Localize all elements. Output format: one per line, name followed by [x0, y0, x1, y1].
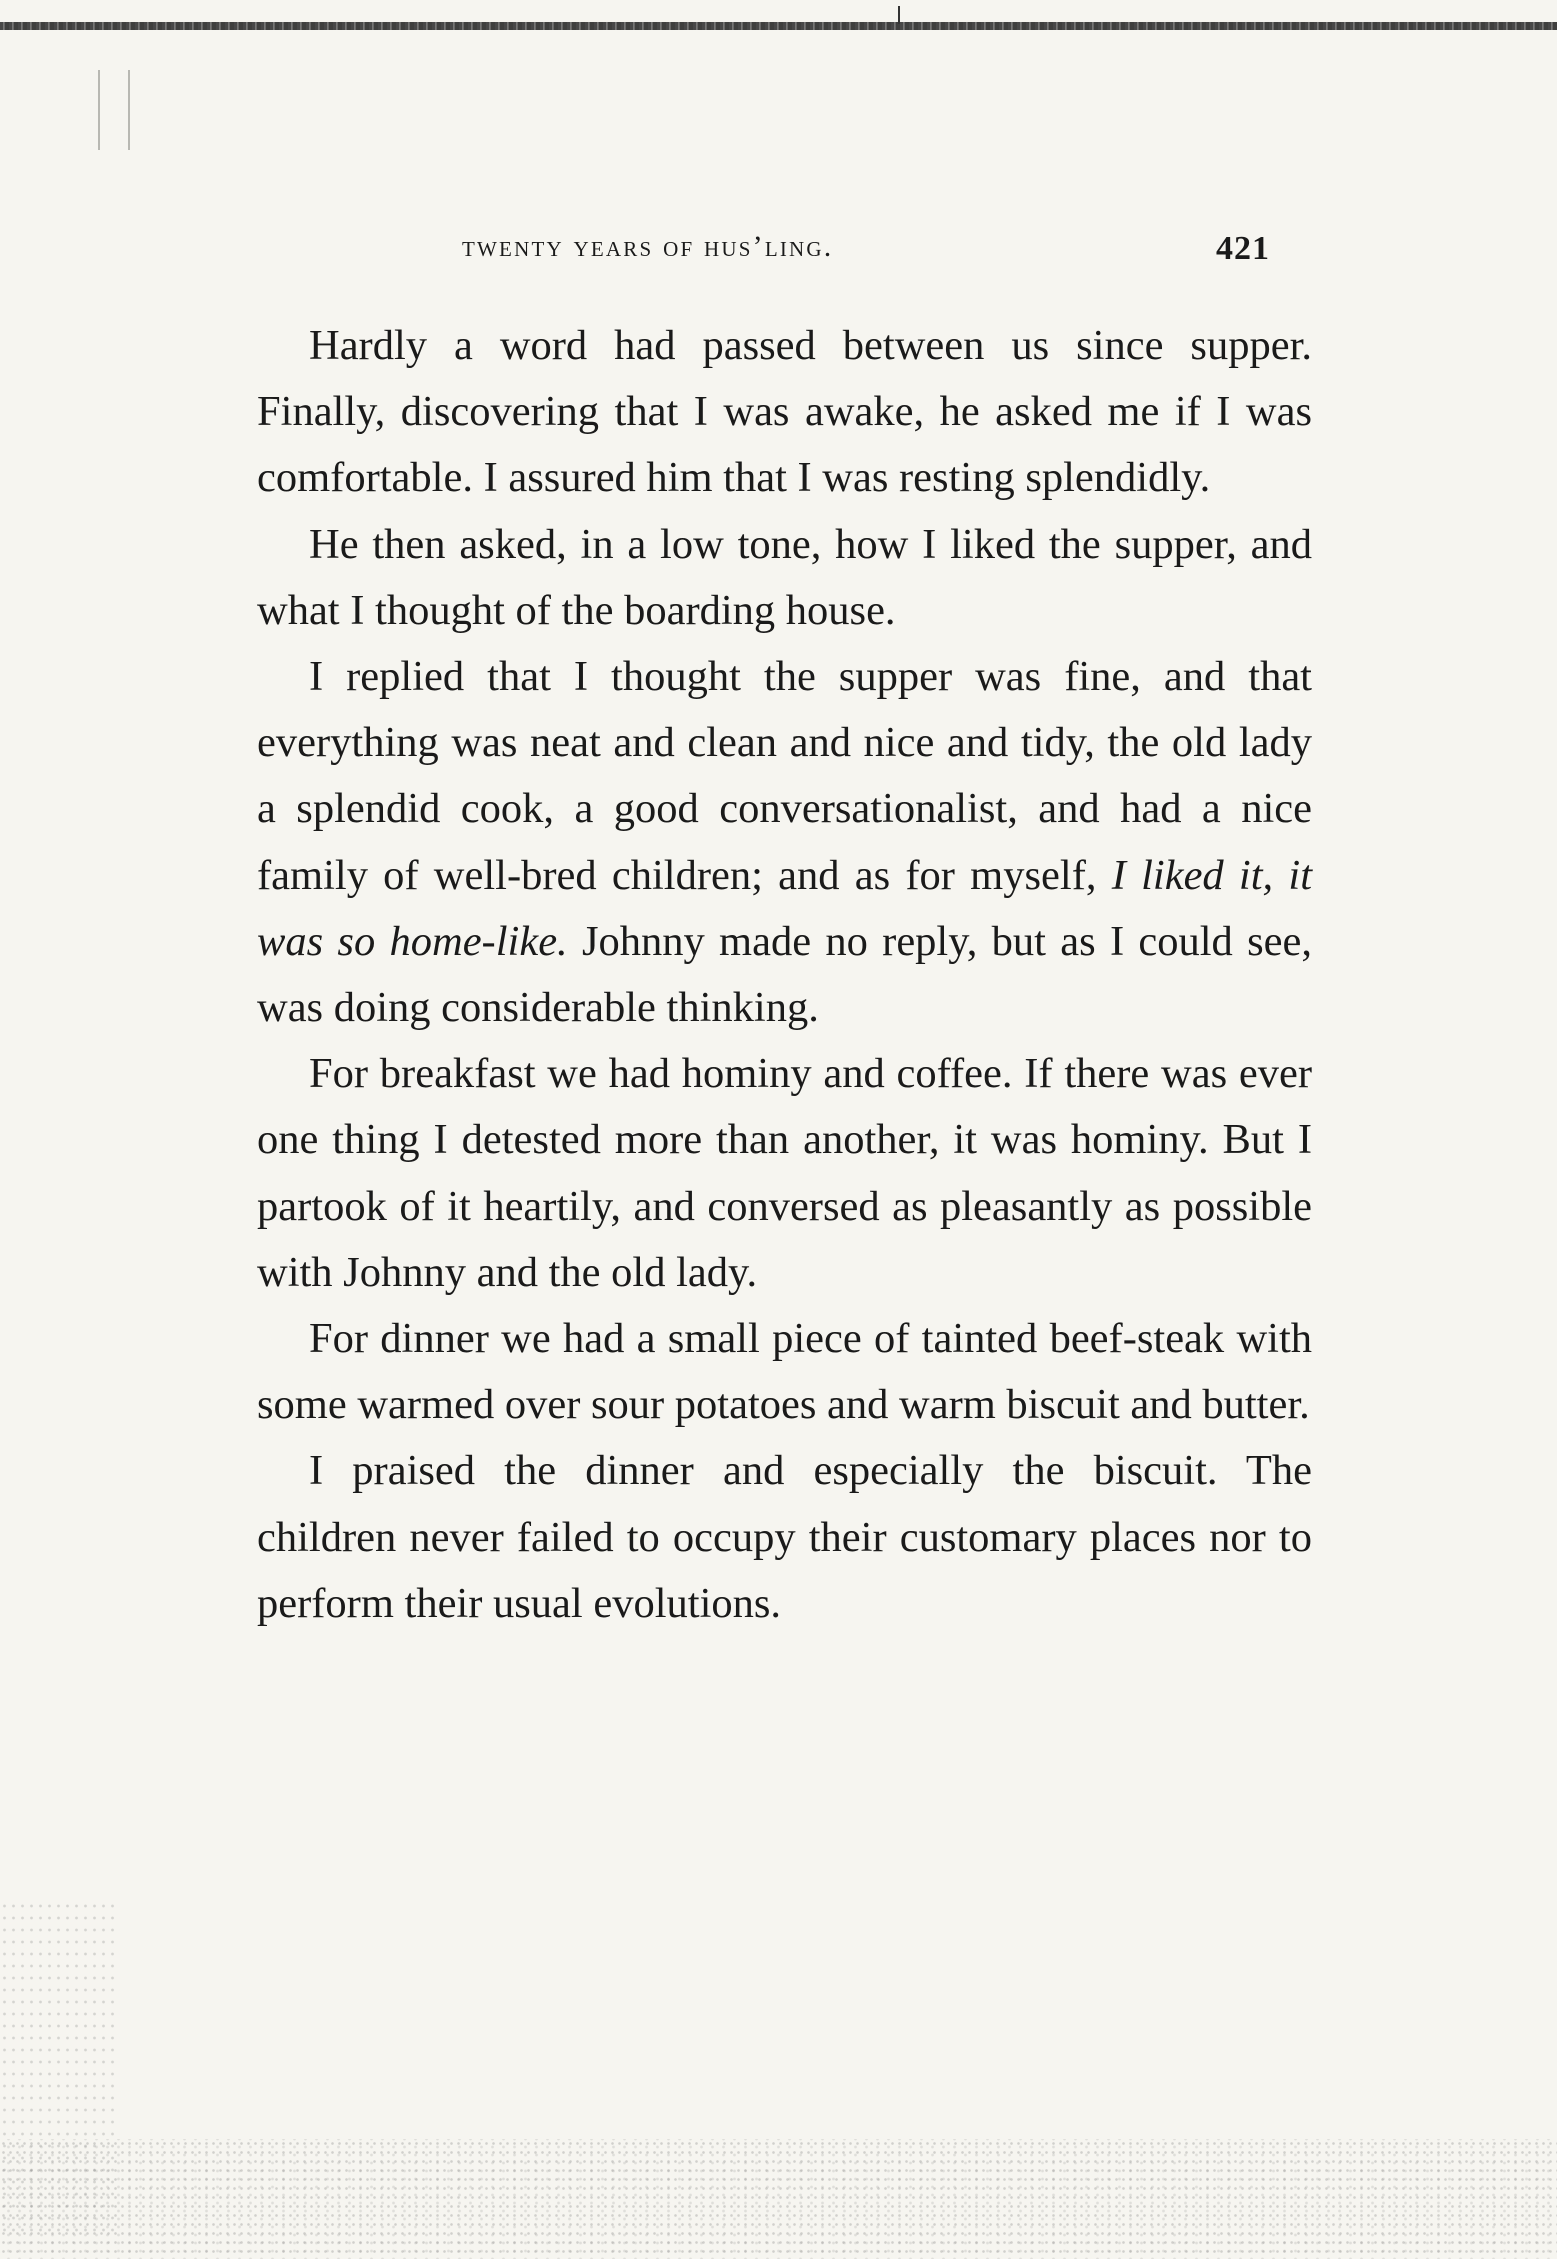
paragraph-text: I replied that I thought the supper was fine, and that everything was neat and clean and nice and tidy, the old lady a splendid cook, a good conversationalist, and had a nice family of well-bred children; and as for myself,: [257, 653, 1312, 899]
scan-margin-mark: [128, 70, 130, 150]
scan-margin-mark: [98, 70, 100, 150]
running-head: twenty years of hus’ling.: [462, 230, 834, 263]
body-text: [257, 313, 1312, 1637]
scan-top-tick: [898, 6, 900, 24]
italic-phrase: I liked it, it was so home-like.: [257, 851, 1312, 965]
paragraph: I praised the dinner and especially the biscuit. The children never failed to occupy their customary places nor to perform their usual evolutions.: [257, 1447, 1312, 1627]
paragraph: For dinner we had a small piece of tainted beef-steak with some warmed over sour potatoes and warm biscuit and butter.: [257, 1315, 1312, 1429]
paragraph: [257, 644, 1312, 1041]
page-number: 421: [1216, 230, 1270, 267]
scan-top-rule: [0, 22, 1557, 30]
paragraph-text: Johnny made no reply, but as I could see, was doing considerable thinking.: [257, 917, 1312, 1032]
page-header: [0, 230, 1557, 280]
scan-noise-bottom: [0, 2139, 1557, 2259]
paragraph: For breakfast we had hominy and coffee. If there was ever one thing I detested more than another, it was hominy. But I partook of it heartily, and conversed as pleasantly as possible with Johnny and the old lady.: [257, 1050, 1312, 1296]
paragraph: He then asked, in a low tone, how I liked the supper, and what I thought of the boarding house.: [257, 520, 1312, 634]
paragraph: Hardly a word had passed between us since supper. Finally, discovering that I was awake, he asked me if I was comfortable. I assured him that I was resting splendidly.: [257, 322, 1312, 502]
